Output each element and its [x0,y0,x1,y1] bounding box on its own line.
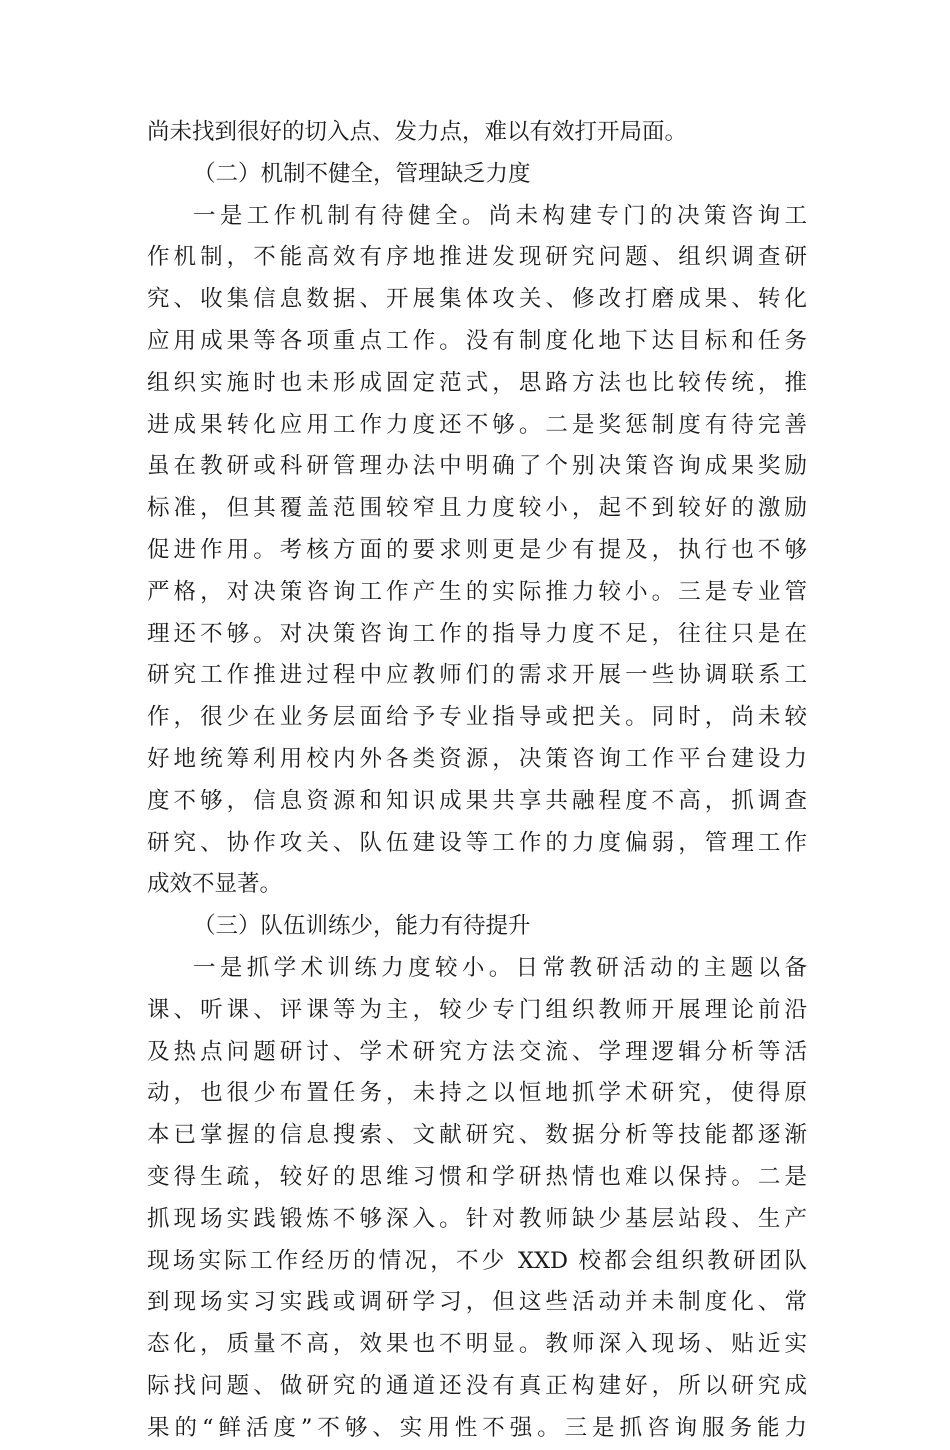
text-line: 作，很少在业务层面给予专业指导或把关。同时，尚未较 [147,704,807,731]
text-line: 一是抓学术训练力度较小。日常教研活动的主题以备 [193,954,807,981]
text-line: 态化，质量不高，效果也不明显。教师深入现场、贴近实 [147,1331,807,1358]
text-line: 进成果转化应用工作力度还不够。二是奖惩制度有待完善 [147,411,807,438]
section-heading: （三）队伍训练少，能力有待提升 [193,913,531,940]
text-line: 现场实际工作经历的情况，不少 XXD 校都会组织教研团队 [147,1247,807,1274]
text-line: 虽在教研或科研管理办法中明确了个别决策咨询成果奖励 [147,453,807,480]
text-line: 课、听课、评课等为主，较少专门组织教师开展理论前沿 [147,996,807,1023]
text-line: 抓现场实践锻炼不够深入。针对教师缺少基层站段、生产 [147,1205,807,1232]
text-line: 度不够，信息资源和知识成果共享共融程度不高，抓调查 [147,787,807,814]
document-body [147,112,807,1450]
text-line: 际找问题、做研究的通道还没有真正构建好，所以研究成 [147,1372,807,1399]
text-line: 动，也很少布置任务，未持之以恒地抓学术研究，使得原 [147,1080,807,1107]
text-line: 研究工作推进过程中应教师们的需求开展一些协调联系工 [147,662,807,689]
text-line: 标准，但其覆盖范围较窄且力度较小，起不到较好的激励 [147,495,807,522]
text-line: 尚未找到很好的切入点、发力点，难以有效打开局面。 [147,119,688,145]
section-heading: （二）机制不健全，管理缺乏力度 [193,160,531,187]
text-line: 一是工作机制有待健全。尚未构建专门的决策咨询工 [193,202,807,229]
text-line: 组织实施时也未形成固定范式，思路方法也比较传统，推 [147,369,807,396]
text-line: 应用成果等各项重点工作。没有制度化地下达目标和任务 [147,327,807,354]
text-line: 理还不够。对决策咨询工作的指导力度不足，往往只是在 [147,620,807,647]
text-line: 促进作用。考核方面的要求则更是少有提及，执行也不够 [147,536,807,563]
text-line: 严格，对决策咨询工作产生的实际推力较小。三是专业管 [147,578,807,605]
text-line: 及热点问题研讨、学术研究方法交流、学理逻辑分析等活 [147,1038,807,1065]
text-line: 研究、协作攻关、队伍建设等工作的力度偏弱，管理工作 [147,829,807,856]
text-line: 好地统筹利用校内外各类资源，决策咨询工作平台建设力 [147,745,807,772]
text-line: 成效不显著。 [147,871,283,898]
text-line: 变得生疏，较好的思维习惯和学研热情也难以保持。二是 [147,1163,807,1190]
text-line: 作机制，不能高效有序地推进发现研究问题、组织调查研 [147,244,807,271]
text-line: 本已掌握的信息搜索、文献研究、数据分析等技能都逐渐 [147,1122,807,1149]
text-line: 究、收集信息数据、开展集体攻关、修改打磨成果、转化 [147,286,807,313]
text-line: 果的“鲜活度”不够、实用性不强。三是抓咨询服务能力 [147,1414,807,1441]
text-line: 到现场实习实践或调研学习，但这些活动并未制度化、常 [147,1289,807,1316]
